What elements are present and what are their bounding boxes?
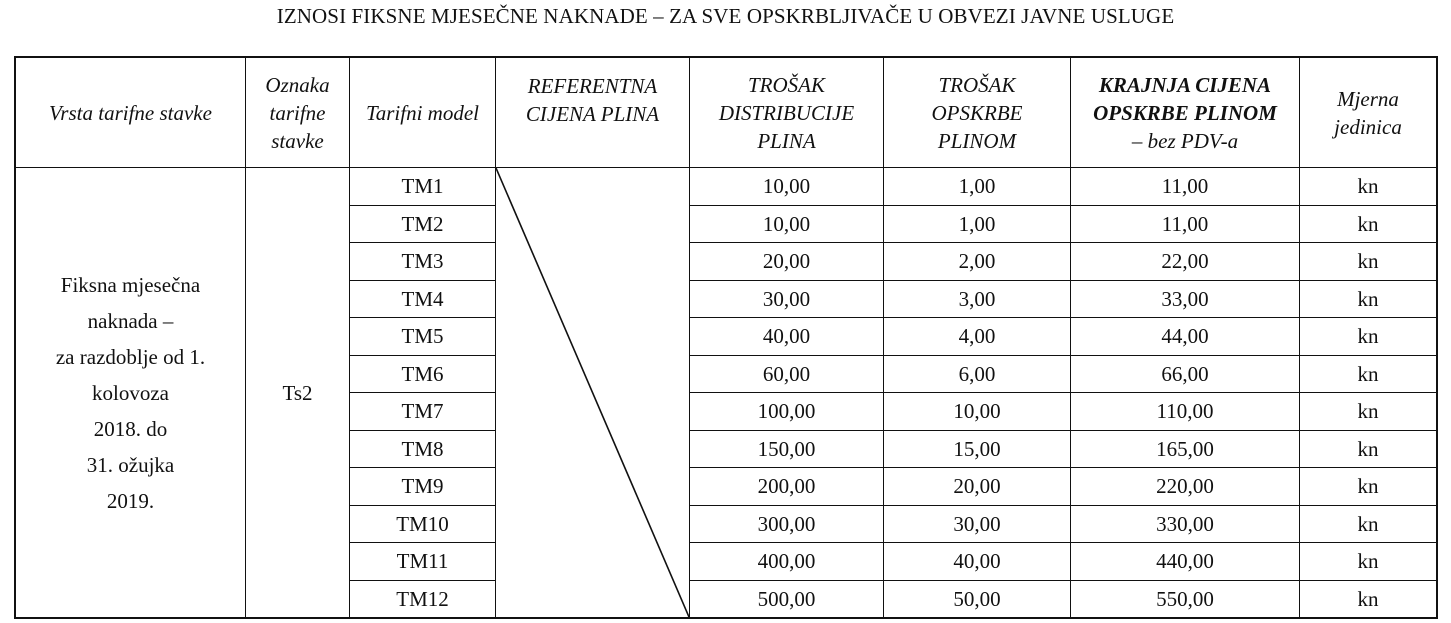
header-ref-line: REFERENTNA bbox=[527, 74, 658, 98]
dist-cell: 20,00 bbox=[690, 243, 884, 281]
model-cell: TM3 bbox=[350, 243, 496, 281]
model-cell: TM7 bbox=[350, 393, 496, 431]
model-cell: TM9 bbox=[350, 468, 496, 506]
dist-cell: 400,00 bbox=[690, 543, 884, 581]
opsk-cell: 50,00 bbox=[884, 580, 1071, 618]
unit-cell: kn bbox=[1300, 543, 1437, 581]
vrsta-line: 31. ožujka bbox=[86, 452, 175, 477]
unit-cell: kn bbox=[1300, 468, 1437, 506]
final-cell: 165,00 bbox=[1071, 430, 1300, 468]
header-final-line: KRAJNJA CIJENA bbox=[1098, 72, 1272, 97]
header-ref-line: CIJENA PLINA bbox=[525, 102, 660, 126]
header-model-label: Tarifni model bbox=[366, 100, 479, 125]
header-final-line: – bez PDV-a bbox=[1131, 128, 1239, 153]
final-cell: 11,00 bbox=[1071, 168, 1300, 206]
header-vrsta bbox=[16, 58, 246, 168]
model-cell: TM1 bbox=[350, 168, 496, 206]
unit-cell: kn bbox=[1300, 430, 1437, 468]
vrsta-line: 2019. bbox=[106, 488, 155, 513]
header-oznaka-line: tarifne bbox=[269, 100, 326, 125]
final-cell: 110,00 bbox=[1071, 393, 1300, 431]
opsk-cell: 1,00 bbox=[884, 168, 1071, 206]
unit-cell: kn bbox=[1300, 280, 1437, 318]
dist-cell: 30,00 bbox=[690, 280, 884, 318]
vrsta-line: Fiksna mjesečna bbox=[60, 272, 201, 297]
header-dist-line: PLINA bbox=[757, 128, 816, 153]
header-model bbox=[350, 58, 496, 168]
dist-cell: 200,00 bbox=[690, 468, 884, 506]
dist-cell: 40,00 bbox=[690, 318, 884, 356]
vrsta-cell bbox=[16, 168, 246, 618]
header-ref bbox=[496, 58, 690, 168]
final-cell: 550,00 bbox=[1071, 580, 1300, 618]
header-oznaka bbox=[246, 58, 350, 168]
opsk-cell: 3,00 bbox=[884, 280, 1071, 318]
vrsta-line: naknada – bbox=[87, 308, 174, 333]
dist-cell: 150,00 bbox=[690, 430, 884, 468]
header-unit-line: Mjerna bbox=[1337, 86, 1399, 111]
final-cell: 330,00 bbox=[1071, 505, 1300, 543]
model-cell: TM12 bbox=[350, 580, 496, 618]
header-oznaka-line: stavke bbox=[271, 128, 324, 153]
final-cell: 22,00 bbox=[1071, 243, 1300, 281]
header-final-line: OPSKRBE PLINOM bbox=[1093, 100, 1277, 125]
opsk-cell: 4,00 bbox=[884, 318, 1071, 356]
header-opsk bbox=[884, 58, 1071, 168]
oznaka-cell: Ts2 bbox=[246, 168, 350, 618]
tariff-table bbox=[15, 57, 1437, 618]
table-row bbox=[16, 168, 1437, 206]
unit-cell: kn bbox=[1300, 243, 1437, 281]
model-cell: TM10 bbox=[350, 505, 496, 543]
unit-cell: kn bbox=[1300, 580, 1437, 618]
unit-cell: kn bbox=[1300, 318, 1437, 356]
opsk-cell: 30,00 bbox=[884, 505, 1071, 543]
header-opsk-line: TROŠAK bbox=[938, 72, 1016, 97]
unit-cell: kn bbox=[1300, 505, 1437, 543]
final-cell: 33,00 bbox=[1071, 280, 1300, 318]
vrsta-line: za razdoblje od 1. bbox=[55, 344, 206, 369]
final-cell: 66,00 bbox=[1071, 355, 1300, 393]
opsk-cell: 6,00 bbox=[884, 355, 1071, 393]
header-unit bbox=[1300, 58, 1437, 168]
header-dist-line: TROŠAK bbox=[747, 72, 825, 97]
unit-cell: kn bbox=[1300, 393, 1437, 431]
unit-cell: kn bbox=[1300, 168, 1437, 206]
model-cell: TM8 bbox=[350, 430, 496, 468]
opsk-cell: 2,00 bbox=[884, 243, 1071, 281]
header-oznaka-line: Oznaka bbox=[265, 72, 330, 97]
dist-cell: 500,00 bbox=[690, 580, 884, 618]
opsk-cell: 10,00 bbox=[884, 393, 1071, 431]
vrsta-line: kolovoza bbox=[92, 380, 169, 405]
header-dist bbox=[690, 58, 884, 168]
opsk-cell: 40,00 bbox=[884, 543, 1071, 581]
strikethrough-diagonal bbox=[496, 168, 689, 617]
header-unit-line: jedinica bbox=[1334, 114, 1402, 139]
tariff-body bbox=[16, 168, 1437, 618]
header-row bbox=[16, 58, 1437, 168]
document-title: IZNOSI FIKSNE MJESEČNE NAKNADE – ZA SVE OPSKRBLJIVAČE U OBVEZI JAVNE USLUGE bbox=[276, 4, 1175, 28]
opsk-cell: 1,00 bbox=[884, 205, 1071, 243]
opsk-cell: 20,00 bbox=[884, 468, 1071, 506]
vrsta-line: 2018. do bbox=[93, 416, 168, 441]
unit-cell: kn bbox=[1300, 355, 1437, 393]
model-cell: TM6 bbox=[350, 355, 496, 393]
header-final bbox=[1071, 58, 1300, 168]
dist-cell: 300,00 bbox=[690, 505, 884, 543]
final-cell: 440,00 bbox=[1071, 543, 1300, 581]
model-cell: TM11 bbox=[350, 543, 496, 581]
final-cell: 44,00 bbox=[1071, 318, 1300, 356]
model-cell: TM5 bbox=[350, 318, 496, 356]
model-cell: TM2 bbox=[350, 205, 496, 243]
header-opsk-line: PLINOM bbox=[937, 128, 1017, 153]
header-vrsta-label: Vrsta tarifne stavke bbox=[49, 100, 212, 125]
unit-cell: kn bbox=[1300, 205, 1437, 243]
dist-cell: 10,00 bbox=[690, 205, 884, 243]
dist-cell: 10,00 bbox=[690, 168, 884, 206]
header-opsk-line: OPSKRBE bbox=[931, 100, 1023, 125]
header-dist-line: DISTRIBUCIJE bbox=[718, 100, 855, 125]
reference-price-cell bbox=[496, 168, 690, 618]
dist-cell: 100,00 bbox=[690, 393, 884, 431]
final-cell: 11,00 bbox=[1071, 205, 1300, 243]
final-cell: 220,00 bbox=[1071, 468, 1300, 506]
model-cell: TM4 bbox=[350, 280, 496, 318]
dist-cell: 60,00 bbox=[690, 355, 884, 393]
opsk-cell: 15,00 bbox=[884, 430, 1071, 468]
